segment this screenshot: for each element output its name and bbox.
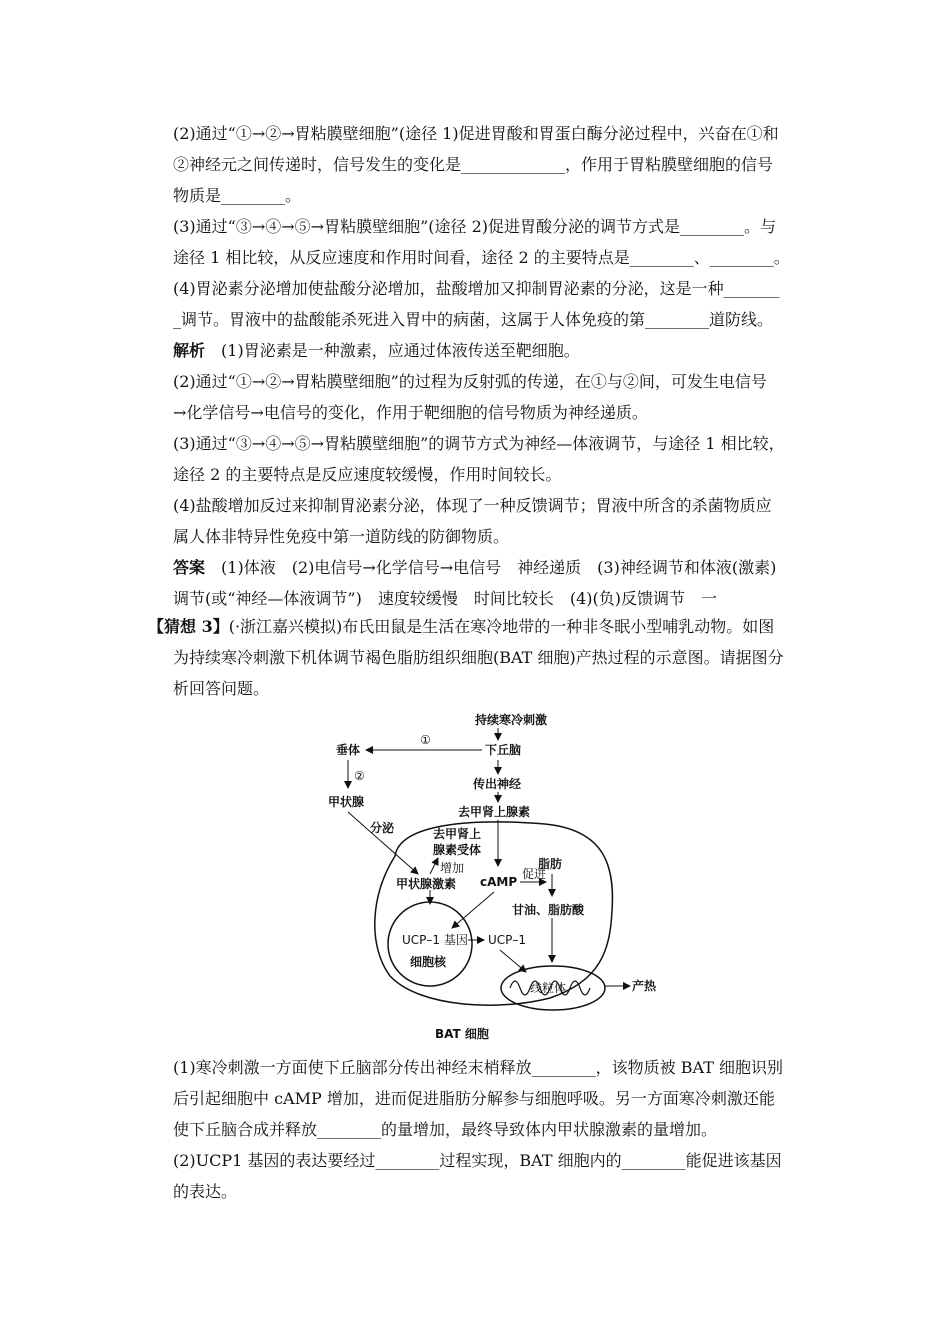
q-1-line-2: 后引起细胞中 cAMP 增加，进而促进脂肪分解参与细胞呼吸。另一方面寒冷刺激还能 xyxy=(173,1089,775,1108)
analysis-p4a: (4)盐酸增加反过来抑制胃泌素分泌，体现了一种反馈调节；胃液中所含的杀菌物质应 xyxy=(173,496,772,515)
label-ucp: UCP–1 xyxy=(488,933,527,947)
label-heat: 产热 xyxy=(632,979,657,993)
label-increase: 增加 xyxy=(440,861,465,875)
label-thyroid-hormone: 甲状腺激素 xyxy=(396,877,457,891)
label-efferent: 传出神经 xyxy=(473,777,522,791)
arrow-ucp-mito xyxy=(500,950,526,972)
analysis-label: 解析 xyxy=(173,341,206,360)
analysis-p4b: 属人体非特异性免疫中第一道防线的防御物质。 xyxy=(173,527,510,546)
q-1-line-1: (1)寒冷刺激一方面使下丘脑部分传出神经末梢释放________，该物质被 BAT 细胞识别 xyxy=(173,1058,783,1077)
guess3-line-1: 【猜想 3】(·浙江嘉兴模拟)布氏田鼠是生活在寒冷地带的一种非冬眠小型哺乳动物。如图 xyxy=(148,617,775,636)
q3-line-1: (3)通过“③→④→⑤→胃粘膜壁细胞”(途径 2)促进胃酸分泌的调节方式是________。与 xyxy=(173,217,776,236)
label-receptor-2: 腺素受体 xyxy=(433,843,482,857)
label-circle1: ① xyxy=(420,733,431,747)
label-camp: cAMP xyxy=(480,875,518,889)
label-norepinephrine: 去甲肾上腺素 xyxy=(458,805,531,819)
label-fat: 脂肪 xyxy=(538,857,563,871)
bat-cell-diagram xyxy=(300,706,670,1046)
label-nucleus: 细胞核 xyxy=(410,955,447,969)
arrow-camp-nucleus xyxy=(452,892,494,928)
q-2-line-1: (2)UCP1 基因的表达要经过________过程实现，BAT 细胞内的________能促进该基因 xyxy=(173,1151,782,1170)
q2-line-1: (2)通过“①→②→胃粘膜壁细胞”(途径 1)促进胃酸和胃蛋白酶分泌过程中，兴奋在①和 xyxy=(173,124,779,143)
q-2-line-2: 的表达。 xyxy=(173,1182,238,1201)
arrow-hormone-receptor xyxy=(430,858,438,874)
analysis-p2b: →化学信号→电信号的变化，作用于靶细胞的信号物质为神经递质。 xyxy=(173,403,648,422)
label-pituitary: 垂体 xyxy=(336,743,361,757)
label-gene: UCP–1 基因 xyxy=(402,933,468,947)
answer-label: 答案 xyxy=(173,558,206,577)
q4-line-2: _调节。胃液中的盐酸能杀死进入胃中的病菌，这属于人体免疫的第________道防线。 xyxy=(173,310,774,329)
answer-line-1: 答案 (1)体液 (2)电信号→化学信号→电信号 神经递质 (3)神经调节和体液(激素) xyxy=(173,558,777,577)
q3-line-2: 途径 1 相比较，从反应速度和作用时间看，途径 2 的主要特点是________、________。 xyxy=(173,248,790,267)
label-secrete: 分泌 xyxy=(370,821,395,835)
label-glycerol: 甘油、脂肪酸 xyxy=(512,903,585,917)
analysis-p1: 解析 (1)胃泌素是一种激素，应通过体液传送至靶细胞。 xyxy=(173,341,580,360)
analysis-p2a: (2)通过“①→②→胃粘膜壁细胞”的过程为反射弧的传递，在①与②间，可发生电信号 xyxy=(173,372,767,391)
label-hypothalamus: 下丘脑 xyxy=(485,743,522,757)
q2-line-2: ②神经元之间传递时，信号发生的变化是_____________，作用于胃粘膜壁细胞的信号 xyxy=(173,155,774,174)
guess3-source: (·浙江嘉兴模拟) xyxy=(228,617,343,636)
q2-line-3: 物质是________。 xyxy=(173,186,302,205)
guess3-line-2: 为持续寒冷刺激下机体调节褐色脂肪组织细胞(BAT 细胞)产热过程的示意图。请据图分 xyxy=(173,648,784,667)
label-cold: 持续寒冷刺激 xyxy=(475,713,548,727)
label-promote: 促进 xyxy=(522,867,547,881)
label-thyroid: 甲状腺 xyxy=(328,795,365,809)
guess3-tag: 【猜想 3】 xyxy=(148,617,229,636)
answer-line-2: 调节(或“神经—体液调节”) 速度较缓慢 时间比较长 (4)(负)反馈调节 一 xyxy=(173,589,717,608)
q4-line-1: (4)胃泌素分泌增加使盐酸分泌增加，盐酸增加又抑制胃泌素的分泌，这是一种_______ xyxy=(173,279,780,298)
q-1-line-3: 使下丘脑合成并释放________的量增加，最终导致体内甲状腺激素的量增加。 xyxy=(173,1120,718,1139)
label-circle2: ② xyxy=(354,769,365,783)
guess3-line-3: 析回答问题。 xyxy=(173,679,270,698)
analysis-p3a: (3)通过“③→④→⑤→胃粘膜壁细胞”的调节方式为神经—体液调节，与途径 1 相比较， xyxy=(173,434,785,453)
label-bat: BAT 细胞 xyxy=(435,1027,489,1041)
analysis-p3b: 途径 2 的主要特点是反应速度较缓慢，作用时间较长。 xyxy=(173,465,562,484)
label-receptor-1: 去甲肾上 xyxy=(433,827,482,841)
label-mito: 线粒体 xyxy=(530,981,567,995)
